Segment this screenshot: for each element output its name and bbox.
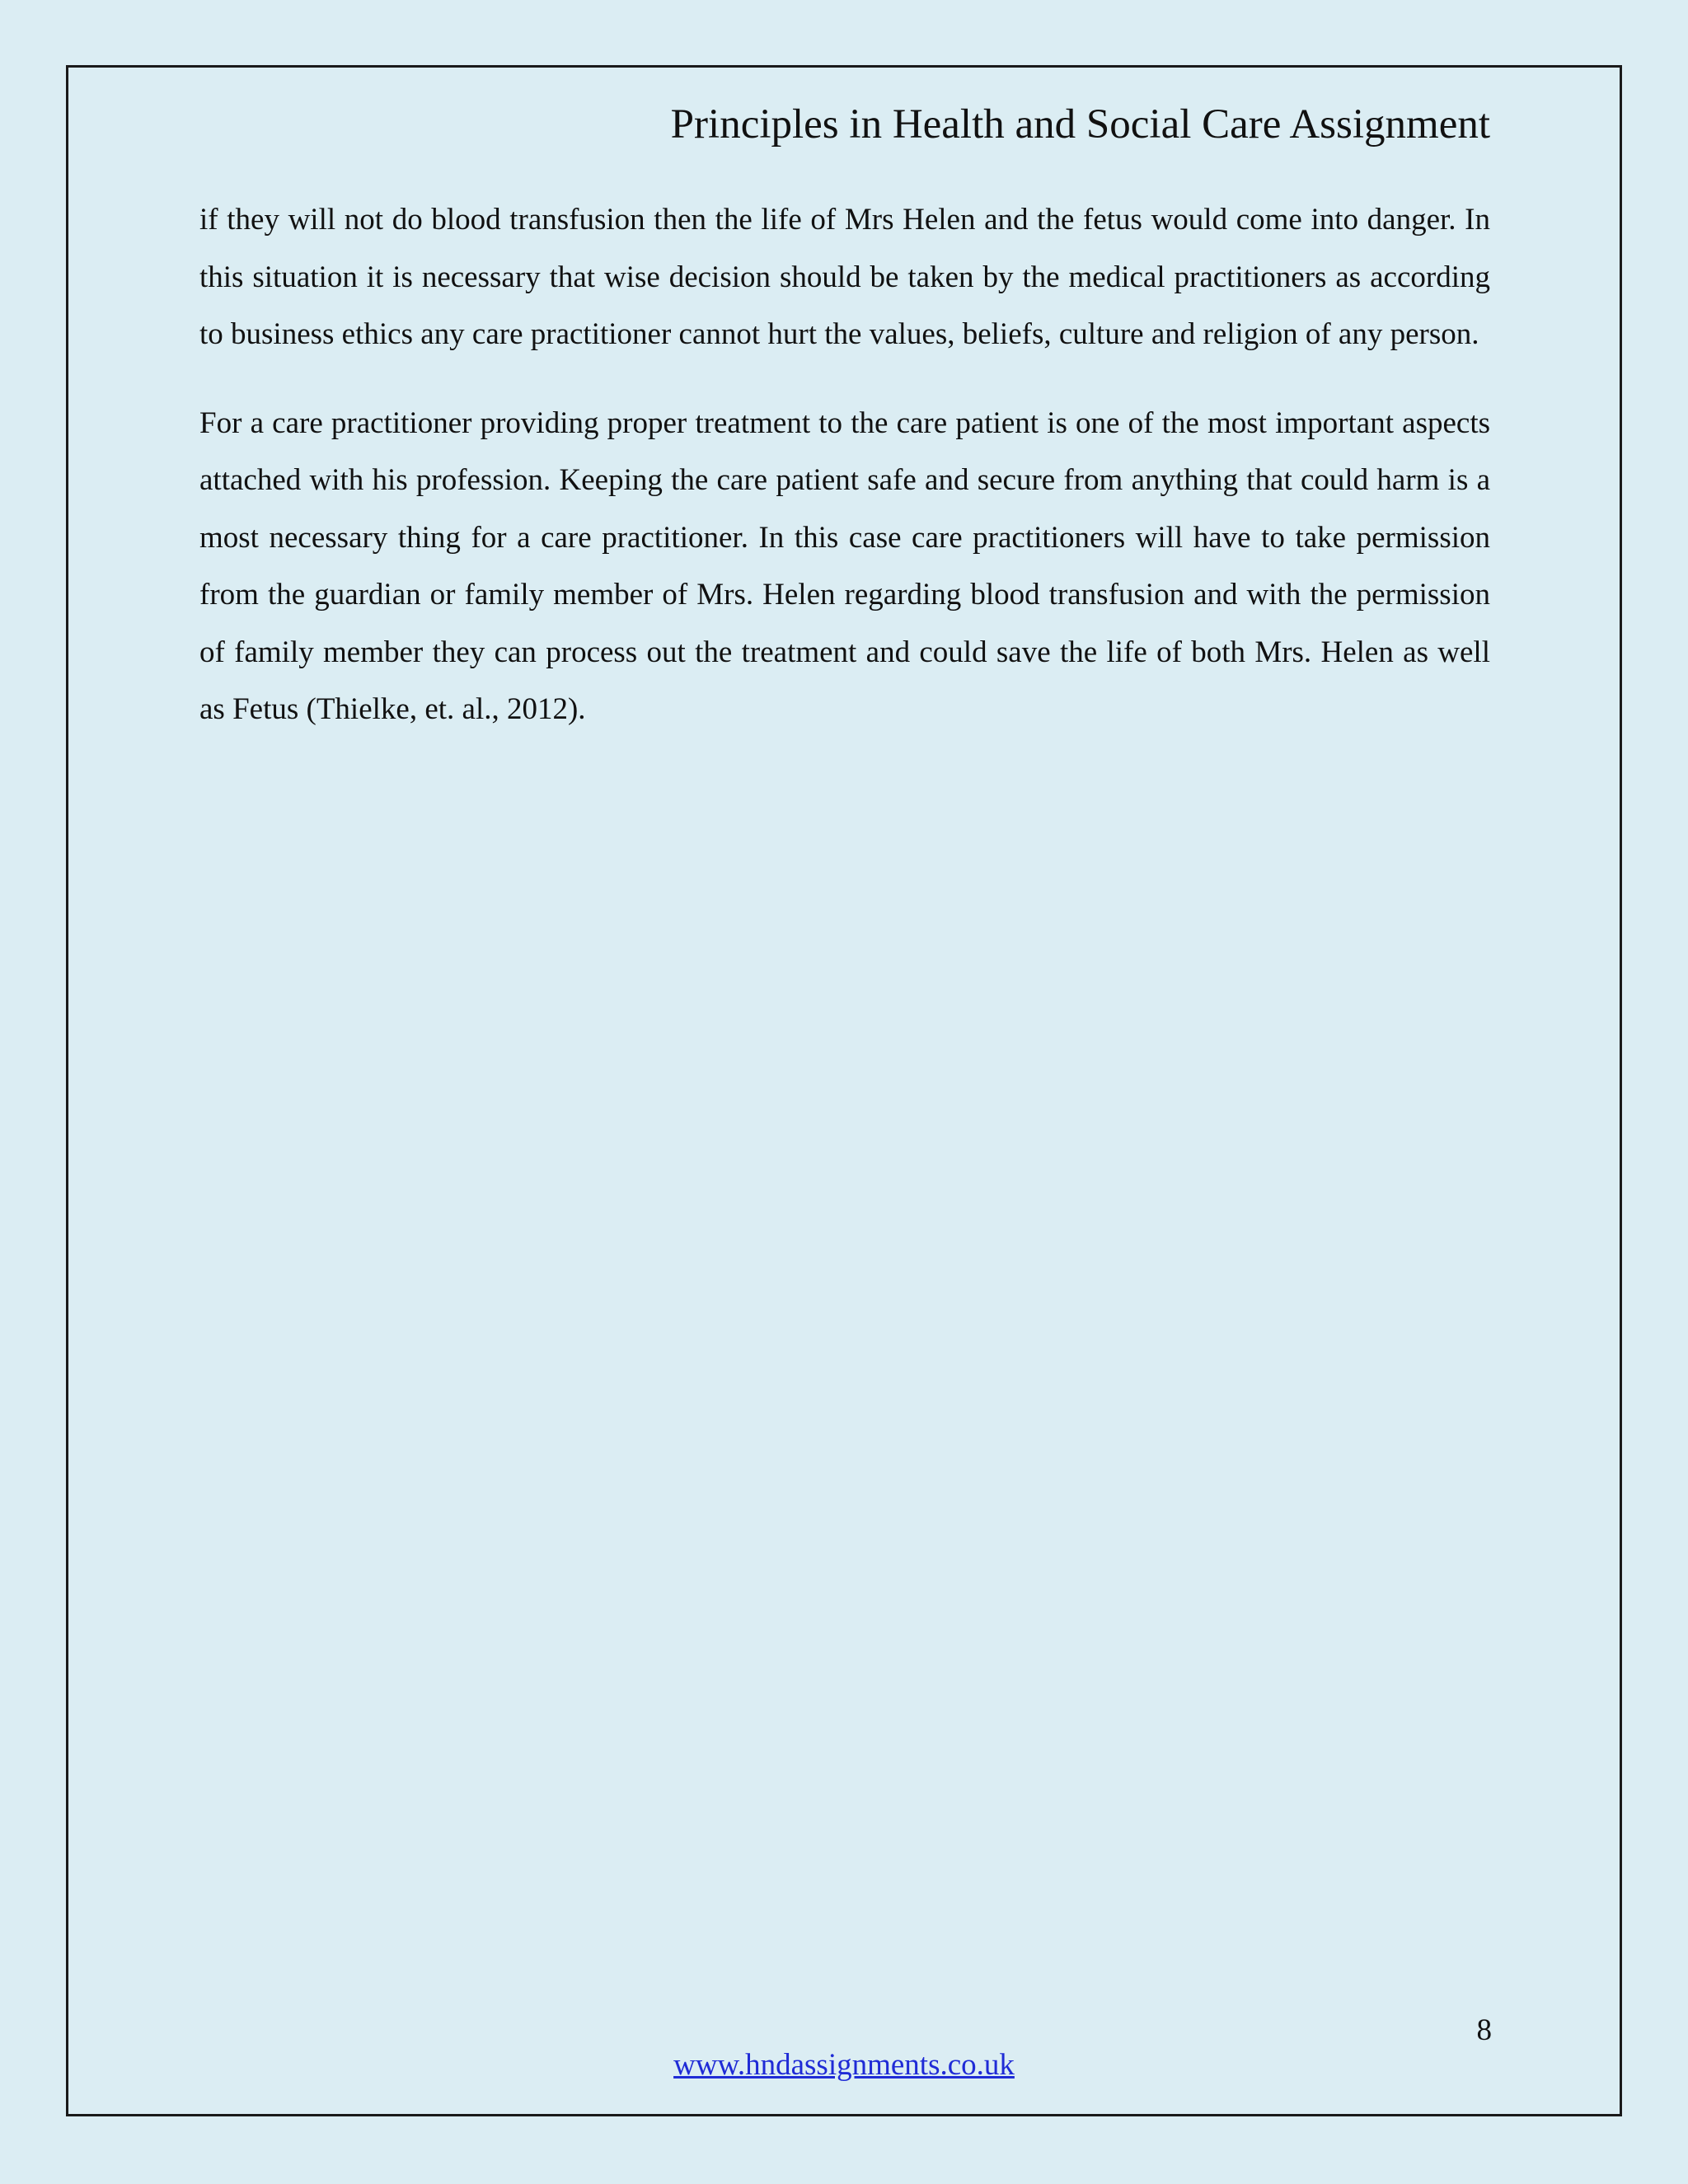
paragraph-1: if they will not do blood transfusion then the life of Mrs Helen and the fetus would come into danger. In this situation it is necessary that wise decision should be taken by the medical practitioners as according to business ethics any care practitioner cannot hurt the values, beliefs, culture and religion of any person.	[199, 203, 1490, 351]
page-number: 8	[1476, 2013, 1492, 2047]
website-link[interactable]: www.hndassignments.co.uk	[673, 2048, 1015, 2082]
paragraph-2: For a care practitioner providing proper treatment to the care patient is one of the most important aspects attached with his profession. Keeping the care patient safe and secure from anything that could harm is a most necessary thing for a care practitioner. In this case care practitioners will have to take permission from the guardian or family member of Mrs. Helen regarding blood transfusion and with the permission of family member they can process out the treatment and could save the life of both Mrs. Helen as well as Fetus (Thielke, et. al., 2012).	[199, 405, 1490, 726]
header-title: Principles in Health and Social Care Assignment	[670, 101, 1490, 148]
document-body	[199, 191, 1490, 770]
footer	[0, 2046, 1688, 2085]
